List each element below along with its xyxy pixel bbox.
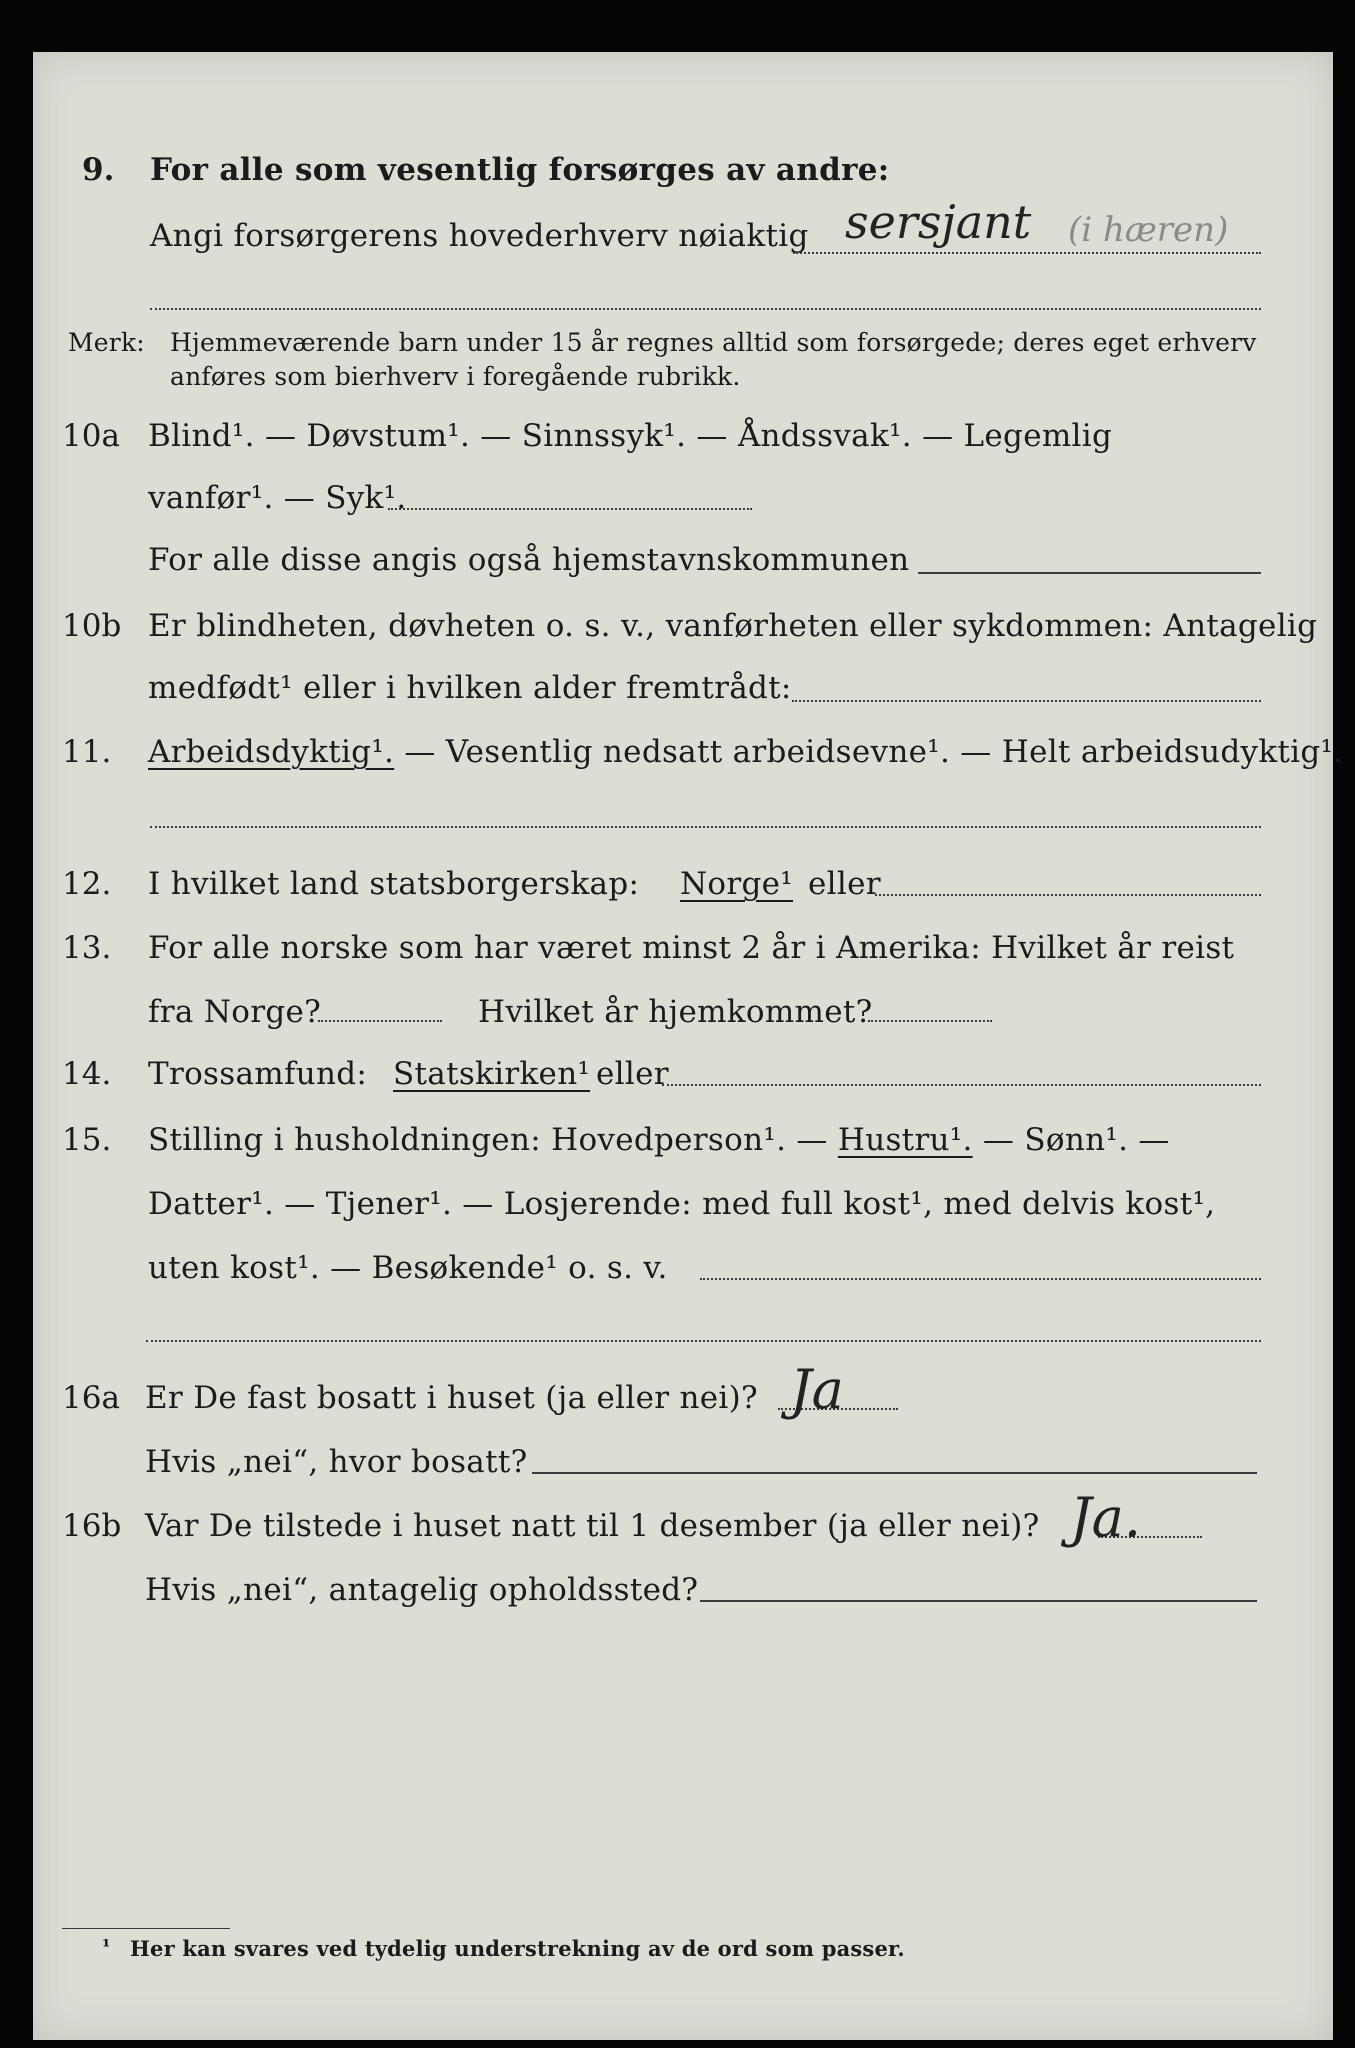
q14-prompt: Trossamfund:: [148, 1056, 368, 1092]
q16b-handwritten-answer: Ja.: [1070, 1486, 1142, 1549]
q10a-municipality-line: [918, 572, 1261, 574]
q12-selected-option: Norge¹: [680, 866, 794, 902]
q14-answer-line: [662, 1084, 1261, 1086]
q11-other-options: — Vesentlig nedsatt arbeidsevne¹. — Helt arbeidsudyktig¹.: [394, 734, 1344, 770]
q15-selected-option: Hustru¹.: [837, 1122, 973, 1158]
q13-departure-prompt: fra Norge?: [148, 994, 322, 1030]
q15-second-line: [146, 1340, 1261, 1342]
q16a-followup-prompt: Hvis „nei“, hvor bosatt?: [145, 1444, 528, 1480]
footnote-separator: [62, 1928, 230, 1929]
merk-line2: anføres som bierhverv i foregående rubrikk.: [170, 362, 741, 391]
q9-answer-line: [793, 252, 1261, 254]
q16b-followup-line: [700, 1600, 1257, 1602]
q10a-line1: Blind¹. — Døvstum¹. — Sinnssyk¹. — Åndssvak¹. — Legemlig: [148, 418, 1113, 454]
q10a-sick-line: [388, 508, 752, 510]
merk-line1: Hjemmeværende barn under 15 år regnes alltid som forsørgede; deres eget erhverv: [170, 328, 1257, 357]
q13-departure-line: [318, 1020, 442, 1022]
q9-number: 9.: [82, 152, 115, 188]
q15-line1: [148, 1122, 1170, 1158]
q10a-line3: For alle disse angis også hjemstavnskommunen: [148, 542, 910, 578]
q10b-answer-line: [792, 700, 1261, 702]
q9-second-line: [150, 308, 1261, 310]
q11-answer-line: [150, 826, 1261, 828]
q9-prompt: Angi forsørgerens hovederhverv nøiaktig: [150, 218, 809, 254]
q14-or: eller: [596, 1056, 669, 1092]
q14-selected-option: Statskirken¹: [393, 1056, 591, 1092]
q10b-line1: Er blindheten, døvheten o. s. v., vanførheten eller sykdommen: Antagelig: [148, 608, 1318, 644]
q16a-prompt: Er De fast bosatt i huset (ja eller nei)?: [145, 1380, 758, 1416]
q12-answer-line: [875, 894, 1261, 896]
q11-number: 11.: [62, 734, 112, 770]
q9-heading: For alle som vesentlig forsørges av andre:: [150, 152, 890, 188]
q13-return-prompt: Hvilket år hjemkommet?: [478, 994, 873, 1030]
q9-handwritten-answer: sersjant: [845, 195, 1032, 249]
q13-line1: For alle norske som har været minst 2 år i Amerika: Hvilket år reist: [148, 930, 1235, 966]
q11-line: [148, 734, 1343, 770]
q15-line2: Datter¹. — Tjener¹. — Losjerende: med full kost¹, med delvis kost¹,: [148, 1186, 1216, 1222]
q12-number: 12.: [62, 866, 112, 902]
q11-selected-option: Arbeidsdyktig¹.: [148, 734, 395, 770]
footnote-text: Her kan svares ved tydelig understrekning av de ord som passer.: [130, 1936, 905, 1961]
q16a-number: 16a: [62, 1380, 120, 1416]
q13-number: 13.: [62, 930, 112, 966]
q10a-line2: vanfør¹. — Syk¹.: [148, 480, 407, 516]
q16b-number: 16b: [62, 1508, 122, 1544]
q10b-number: 10b: [62, 608, 122, 644]
q16b-followup-prompt: Hvis „nei“, antagelig opholdssted?: [145, 1572, 699, 1608]
footnote-mark: ¹: [102, 1936, 111, 1958]
q13-return-line: [868, 1020, 992, 1022]
q10b-line2: medfødt¹ eller i hvilken alder fremtrådt:: [148, 670, 792, 706]
q12-or: eller: [808, 866, 881, 902]
q16a-followup-line: [532, 1472, 1257, 1474]
q12-prompt: I hvilket land statsborgerskap:: [148, 866, 640, 902]
q9-pencil-note: (i hæren): [1068, 210, 1229, 250]
q10a-number: 10a: [62, 418, 120, 454]
q15-answer-line: [700, 1278, 1261, 1280]
q15-line1-end: — Sønn¹. —: [982, 1122, 1170, 1158]
q15-number: 15.: [62, 1122, 112, 1158]
q16a-handwritten-answer: Ja: [790, 1358, 844, 1421]
q14-number: 14.: [62, 1056, 112, 1092]
q15-line3: uten kost¹. — Besøkende¹ o. s. v.: [148, 1250, 668, 1286]
q15-line1-start: Stilling i husholdningen: Hovedperson¹. —: [148, 1122, 828, 1158]
q16b-prompt: Var De tilstede i huset natt til 1 desember (ja eller nei)?: [145, 1508, 1040, 1544]
merk-label: Merk:: [68, 328, 145, 357]
